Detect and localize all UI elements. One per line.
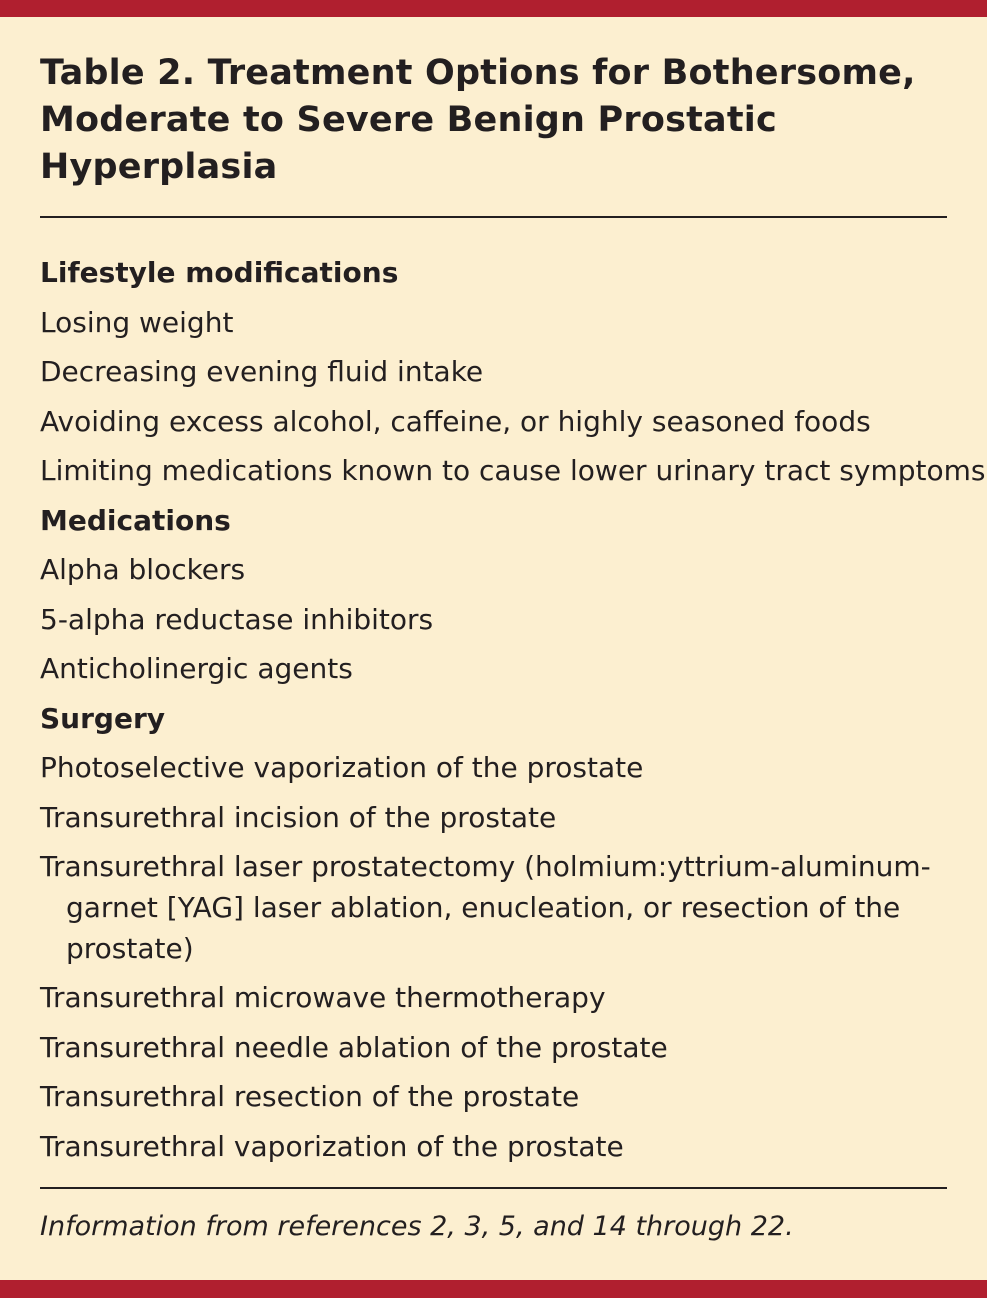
- section-heading: Lifestyle modifications: [40, 256, 399, 289]
- list-item: Limiting medications known to cause lower urinary tract symptoms: [40, 454, 986, 487]
- list-item: Transurethral incision of the prostate: [40, 800, 557, 834]
- list-item: Decreasing evening fluid intake: [40, 355, 484, 388]
- list-item: Anticholinergic agents: [40, 652, 353, 685]
- list-item: 5-alpha reductase inhibitors: [40, 602, 434, 636]
- list-item: Transurethral microwave thermotherapy: [40, 981, 606, 1014]
- bottom-divider: [40, 1187, 947, 1189]
- list-item: Transurethral laser prostatectomy (holmium:yttrium-aluminum-garnet [YAG] laser ablation, enucleation, or resection of the prostate): [40, 850, 931, 965]
- list-item: Transurethral vaporization of the prostate: [40, 1129, 624, 1163]
- footnote: Information from references 2, 3, 5, and 14 through 22.: [40, 1211, 794, 1242]
- list-item: Transurethral needle ablation of the prostate: [40, 1030, 668, 1064]
- list-item: Photoselective vaporization of the prostate: [40, 751, 644, 784]
- top-divider: [40, 216, 947, 218]
- list-item: Alpha blockers: [40, 553, 246, 586]
- list-item: Avoiding excess alcohol, caffeine, or highly seasoned foods: [40, 404, 871, 438]
- section-heading: Surgery: [40, 701, 166, 735]
- bottom-border-bar: [0, 1280, 987, 1298]
- list-item: Losing weight: [40, 305, 234, 339]
- list-item: Transurethral resection of the prostate: [40, 1080, 580, 1113]
- treatment-list: [40, 248, 986, 1171]
- section-heading: Medications: [40, 503, 231, 537]
- table-title: Table 2. Treatment Options for Bothersome, Moderate to Severe Benign Prostatic Hyperplasia: [40, 53, 916, 187]
- top-border-bar: [0, 0, 987, 17]
